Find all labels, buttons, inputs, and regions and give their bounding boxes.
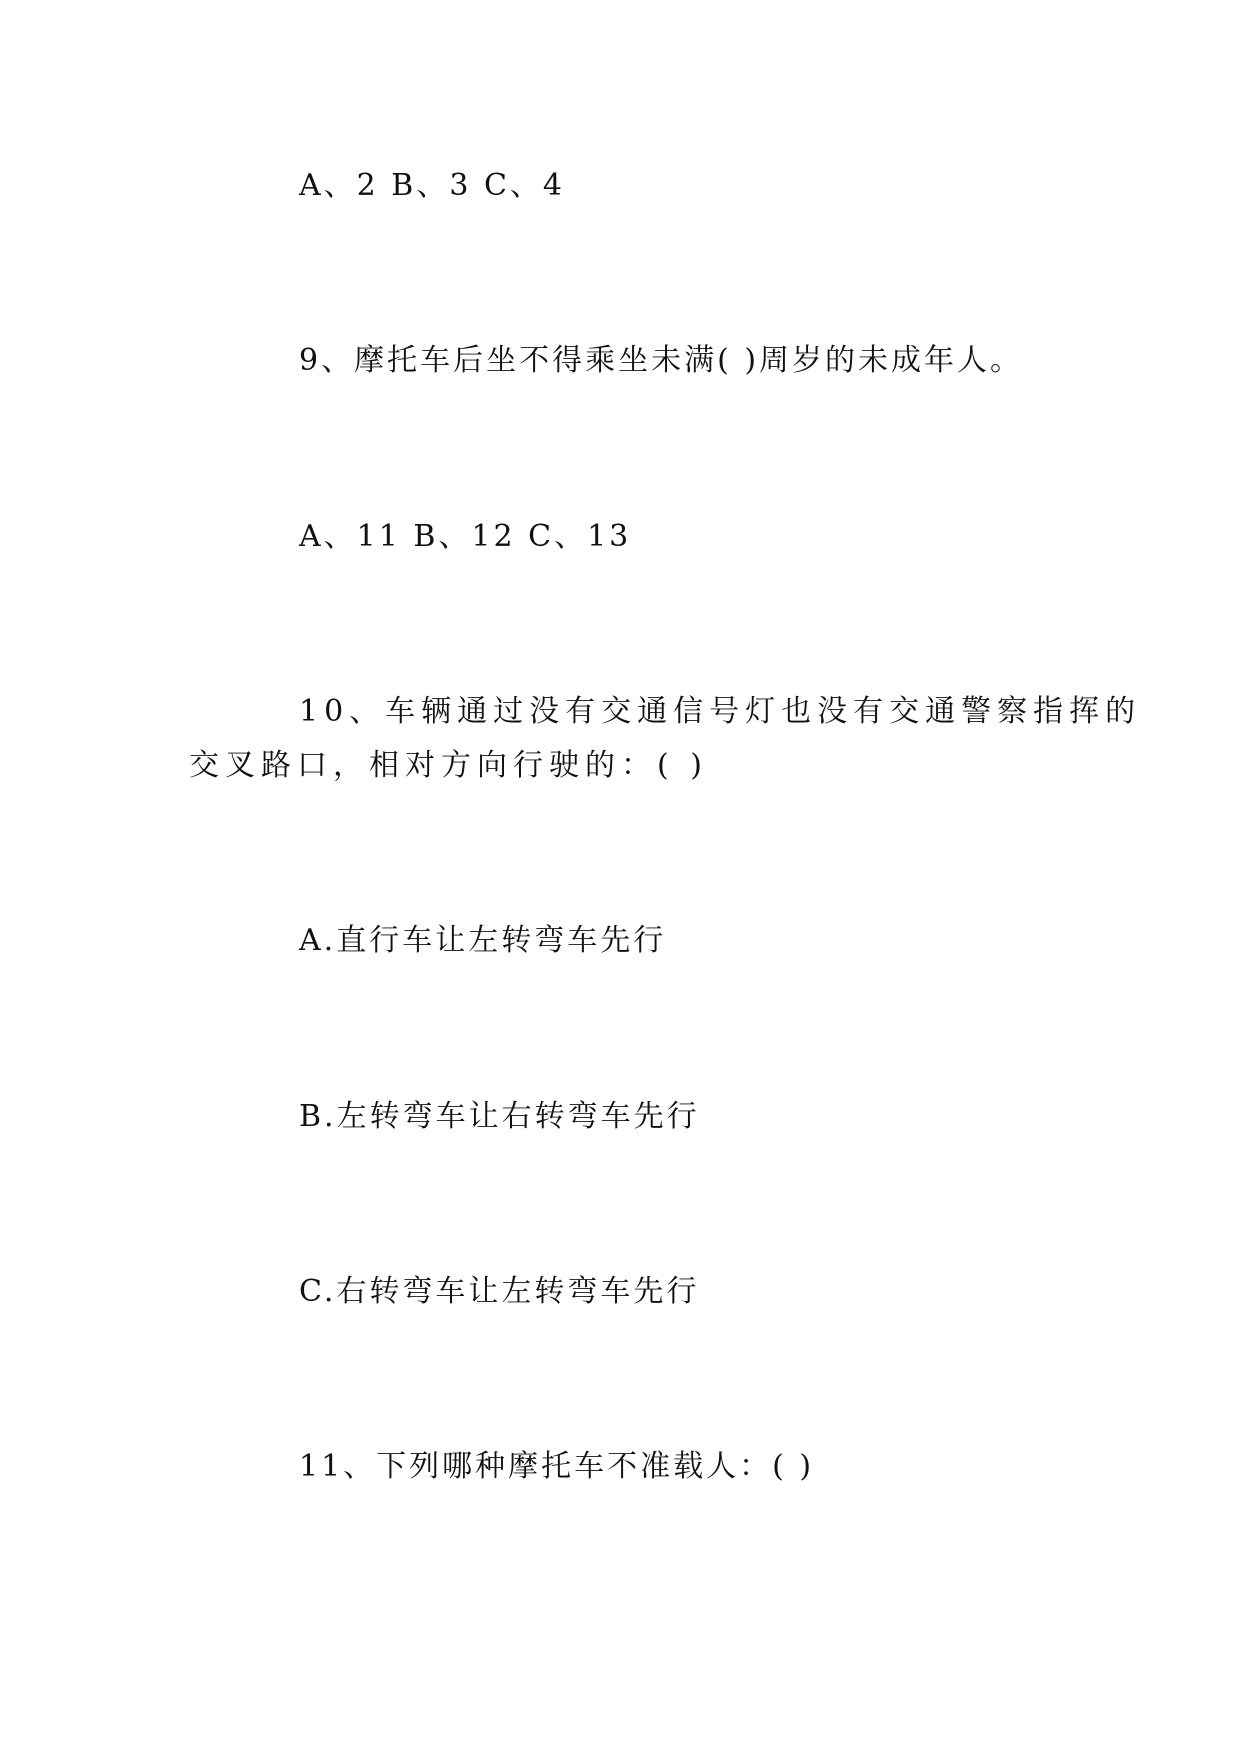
q10-option-a: A.直行车让左转弯车先行 bbox=[299, 923, 667, 958]
q10-option-c: C.右转弯车让左转弯车先行 bbox=[299, 1274, 700, 1309]
q9-question: 9、摩托车后坐不得乘坐未满( )周岁的未成年人。 bbox=[299, 343, 1024, 378]
q10-option-b: B.左转弯车让右转弯车先行 bbox=[299, 1099, 700, 1134]
q11-question: 11、下列哪种摩托车不准载人：( ) bbox=[299, 1449, 815, 1484]
q10-question-line2: 交叉路口，相对方向行驶的：( ) bbox=[189, 748, 708, 783]
q8-options: A、2 B、3 C、4 bbox=[299, 168, 565, 203]
q10-question-line1: 10、车辆通过没有交通信号灯也没有交通警察指挥的 bbox=[299, 694, 1142, 729]
q9-options: A、11 B、12 C、13 bbox=[299, 519, 632, 554]
